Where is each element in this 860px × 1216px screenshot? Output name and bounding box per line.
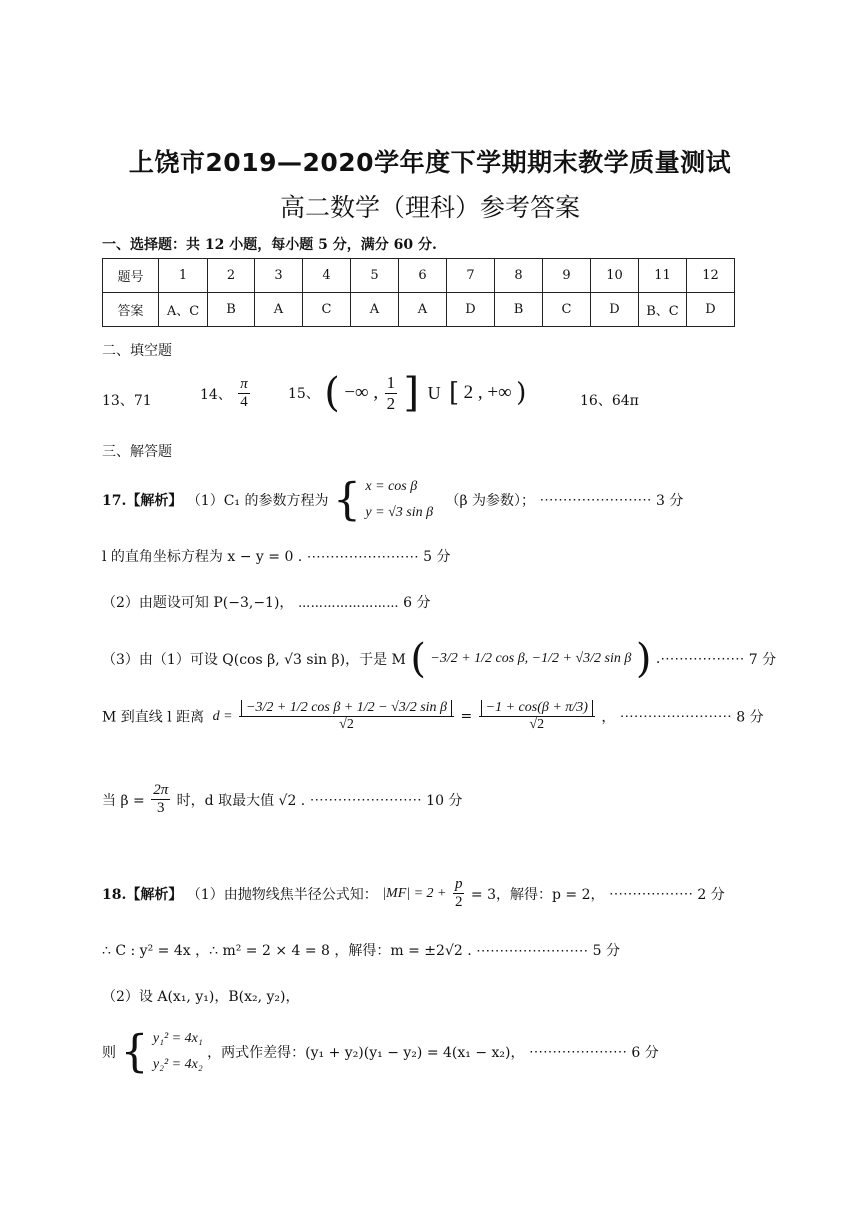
table-cell: 12 (687, 259, 735, 293)
table-cell: 7 (447, 259, 495, 293)
answer-14 (200, 376, 252, 412)
brace-symbol: { (332, 474, 361, 526)
p17-line2 (102, 546, 451, 566)
equation: y = √3 sin β (365, 505, 434, 520)
equation: y₂² = 4x₂ (152, 1057, 203, 1072)
leader-dots: ⋯⋯⋯⋯⋯⋯ (608, 885, 693, 902)
leader-dots: ⋯⋯⋯⋯⋯⋯⋯⋯ (619, 708, 732, 725)
score: 5 分 (423, 549, 451, 565)
p17-line6 (102, 782, 462, 818)
fraction-numerator: π (238, 376, 250, 394)
p18-l1-expr-a: |MF| = 2 + (382, 885, 447, 901)
table-cell: 答案 (103, 293, 159, 327)
p17-l3-text: （2）由题设可知 P(−3,−1)， (102, 595, 294, 611)
table-cell: A (351, 293, 399, 327)
leader-dots: ⋯⋯⋯⋯⋯⋯⋯⋯ (539, 492, 652, 508)
close-paren: ) (516, 378, 527, 408)
table-cell: B (208, 293, 255, 327)
score: 8 分 (736, 709, 764, 726)
table-cell: D (447, 293, 495, 327)
p17-l4-pre: （3）由（1）可设 Q(cos β, √3 sin β)，于是 M (102, 652, 406, 668)
p18-line4 (102, 1026, 659, 1078)
p18-l1-expr-b: = 3，解得：p = 2， (470, 886, 605, 903)
table-cell: A、C (159, 293, 208, 327)
equation: x = cos β (365, 479, 418, 494)
table-cell: 2 (208, 259, 255, 293)
close-paren: ) (635, 636, 652, 682)
score: 6 分 (403, 595, 431, 611)
p17-line1 (102, 474, 683, 526)
fraction-numerator (479, 700, 595, 717)
fraction (385, 373, 398, 413)
p17-line5: M 到直线 l 距离 d = $\frac{\text{−3/2 + 1/2 cos β + 1/2 − √3/2 sin β}}{√2}$ = $\frac{-1 + \cos(\beta + \pi/3)}{√2}$ ， ⋯⋯⋯⋯⋯⋯⋯⋯ 8 分 (102, 700, 764, 733)
table-row (103, 293, 735, 327)
brace-symbol: { (120, 1026, 149, 1078)
p17-line3 (102, 592, 431, 612)
table-cell: A (399, 293, 447, 327)
p17-l1-post: （β 为参数）； (445, 493, 536, 509)
score: 6 分 (631, 1045, 659, 1061)
close-bracket: ] (403, 370, 420, 416)
fraction-numerator: 1 (386, 372, 396, 392)
table-cell: 题号 (103, 259, 159, 293)
answer-16: 16、64π (580, 393, 639, 409)
p18-line3: （2）设 A(x₁, y₁)，B(x₂, y₂)， (102, 989, 300, 1005)
fraction-denominator: √2 (529, 717, 545, 733)
p17-l4-expr: −3/2 + 1/2 cos β, −1/2 + √3/2 sin β (430, 651, 632, 666)
answer-table (102, 258, 735, 327)
table-cell: B (495, 293, 543, 327)
open-bracket: [ (449, 378, 460, 408)
fraction-numerator (239, 700, 454, 717)
fraction (479, 700, 595, 733)
score: 2 分 (697, 886, 725, 903)
table-cell: 5 (351, 259, 399, 293)
p18-line1 (102, 876, 725, 912)
score: 10 分 (426, 792, 463, 809)
table-cell: C (543, 293, 591, 327)
table-cell: 10 (591, 259, 639, 293)
open-paren: ( (410, 636, 426, 682)
p18-label: 18.【解析】 (102, 886, 183, 903)
equation: y₁² = 4x₁ (152, 1031, 203, 1046)
fraction (238, 376, 250, 412)
p17-label: 17.【解析】 (102, 493, 183, 509)
table-cell: 9 (543, 259, 591, 293)
p17-l6-pre: 当 β = (102, 792, 145, 809)
p17-l6-post: 时，d 取最大值 √2 . (176, 792, 306, 809)
p17-line4 (102, 636, 776, 682)
p18-l1-text: （1）由抛物线焦半径公式知： (186, 886, 378, 903)
leader-dots: .⋯⋯⋯⋯⋯⋯ (655, 651, 745, 667)
table-cell: 1 (159, 259, 208, 293)
fraction (453, 876, 465, 912)
fraction-denominator: 3 (156, 800, 165, 817)
leader-dots: ⋯⋯⋯⋯⋯⋯⋯ (528, 1044, 627, 1060)
fraction (151, 782, 170, 818)
leader-dots: ⋯⋯⋯⋯⋯⋯⋯⋯ (476, 943, 589, 959)
fraction-denominator: 2 (454, 894, 463, 911)
section3-heading: 三、解答题 (102, 444, 172, 460)
p18-l4-pre: 则 (102, 1045, 116, 1061)
page-subtitle: 高二数学（理科）参考答案 (279, 193, 580, 222)
table-cell: 3 (255, 259, 303, 293)
table-row (103, 259, 735, 293)
table-cell: A (255, 293, 303, 327)
leader-dots: ⋯⋯⋯⋯⋯⋯⋯⋯ (297, 595, 399, 611)
equals-sign: = (460, 708, 473, 725)
score: 5 分 (592, 943, 620, 959)
fraction-denominator: √2 (339, 717, 354, 733)
union-symbol: U (427, 382, 441, 403)
abs-value: −3/2 + 1/2 cos β + 1/2 − √3/2 sin β (241, 700, 452, 716)
page-title: 上饶市2019—2020学年度下学期期末教学质量测试 (128, 148, 732, 177)
p17-l2-text: l 的直角坐标方程为 x − y = 0 . (102, 549, 303, 565)
interval-left: −∞ , (344, 382, 379, 403)
p17-l1-pre: （1）C₁ 的参数方程为 (186, 493, 329, 509)
fraction-denominator: 2 (386, 393, 396, 413)
leader-dots: ⋯⋯⋯⋯⋯⋯⋯⋯ (309, 791, 422, 808)
fraction-numerator: p (453, 876, 465, 894)
table-cell: 6 (399, 259, 447, 293)
table-cell: C (303, 293, 351, 327)
score: 3 分 (655, 493, 684, 509)
equation-system (153, 1026, 203, 1078)
answer-14-label: 14、 (200, 386, 232, 403)
table-cell: D (687, 293, 735, 327)
table-cell: 11 (639, 259, 687, 293)
fraction-numerator: 2π (151, 782, 170, 800)
p17-l5-pre: M 到直线 l 距离 (102, 709, 205, 726)
table-cell: B、C (639, 293, 687, 327)
table-cell: D (591, 293, 639, 327)
equation-system (365, 474, 433, 526)
p18-l4-post: ，两式作差得：(y₁ + y₂)(y₁ − y₂) = 4(x₁ − x₂)， (207, 1045, 525, 1061)
p18-l2-text: ∴ C : y² = 4x ，∴ m² = 2 × 4 = 8 ，解得：m = ±2√2 . (102, 943, 472, 959)
open-paren: ( (324, 370, 340, 416)
fraction (239, 700, 454, 733)
answer-15-label: 15、 (288, 386, 320, 402)
interval-right: 2 , +∞ (463, 382, 512, 403)
table-cell: 8 (495, 259, 543, 293)
section1-heading: 一、选择题：共 12 小题，每小题 5 分，满分 60 分. (102, 237, 437, 253)
answer-15 (288, 370, 526, 416)
p18-line2 (102, 940, 620, 960)
score: 7 分 (748, 652, 777, 668)
section2-heading: 二、填空题 (102, 343, 172, 359)
abs-value: −1 + cos(β + π/3) (481, 700, 593, 716)
p17-l5-d: d = (212, 708, 233, 724)
fraction-denominator: 4 (240, 394, 248, 411)
leader-dots: ⋯⋯⋯⋯⋯⋯⋯⋯ (306, 549, 419, 565)
table-cell: 4 (303, 259, 351, 293)
answer-13: 13、71 (102, 393, 152, 409)
